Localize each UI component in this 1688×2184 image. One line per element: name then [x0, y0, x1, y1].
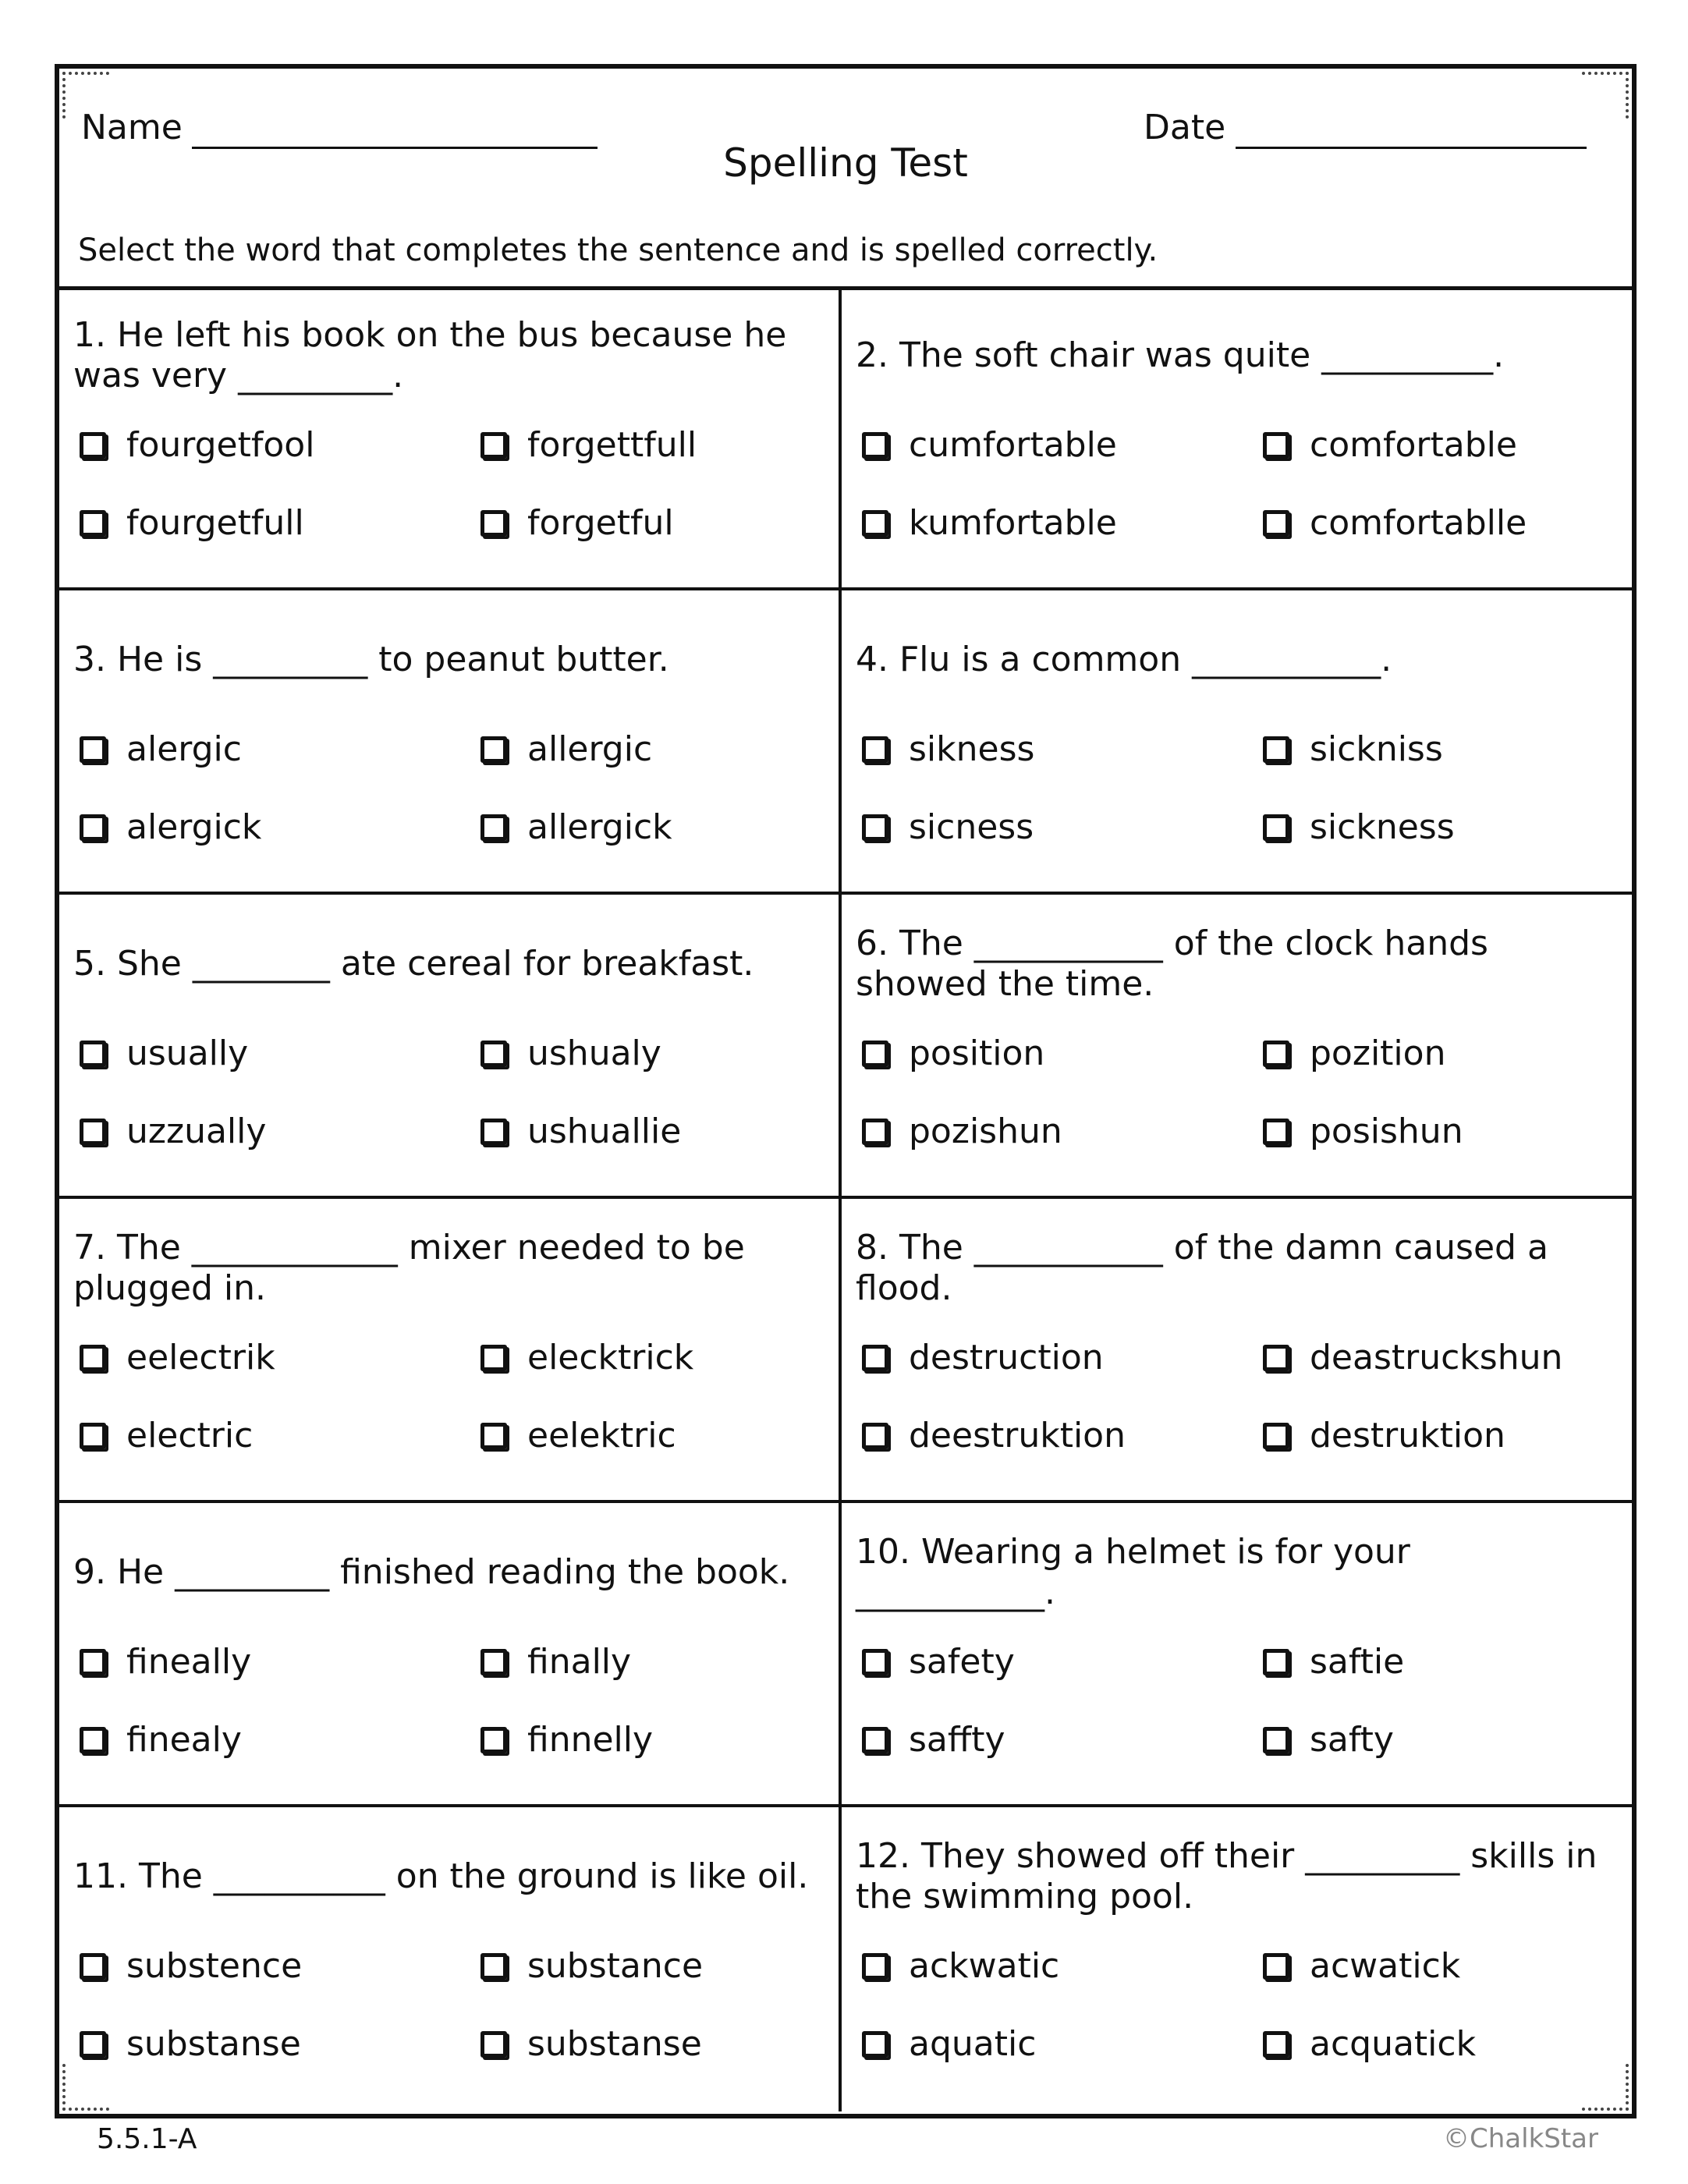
option-label: safety [909, 1642, 1015, 1682]
checkbox[interactable] [481, 1041, 507, 1067]
question-cell [842, 1199, 1632, 1500]
answer-option[interactable] [862, 1034, 1044, 1073]
question-cell [59, 895, 842, 1196]
answer-option[interactable] [1263, 807, 1455, 847]
checkbox[interactable] [481, 736, 507, 763]
option-label: allergick [527, 807, 672, 847]
checkbox[interactable] [80, 510, 106, 537]
question-cell [842, 1503, 1632, 1804]
checkbox[interactable] [481, 1953, 507, 1980]
answer-option[interactable] [80, 425, 314, 465]
checkbox[interactable] [80, 432, 106, 459]
option-label: comfortablle [1310, 503, 1527, 543]
checkbox[interactable] [1263, 1345, 1289, 1371]
checkbox[interactable] [481, 432, 507, 459]
option-label: elecktrick [527, 1338, 694, 1377]
answer-option[interactable] [862, 1642, 1015, 1682]
answer-option[interactable] [481, 1946, 703, 1986]
checkbox[interactable] [80, 1345, 106, 1371]
checkbox[interactable] [1263, 1041, 1289, 1067]
question-cell [842, 286, 1632, 587]
question-text: 2. The soft chair was quite __________. [856, 335, 1505, 375]
worksheet-header [59, 69, 1632, 290]
answer-option[interactable] [481, 729, 652, 769]
checkbox[interactable] [862, 1345, 888, 1371]
checkbox[interactable] [1263, 510, 1289, 537]
checkbox[interactable] [80, 1727, 106, 1753]
question-row [59, 1199, 1632, 1503]
question-text: 5. She ________ ate cereal for breakfast. [73, 944, 754, 984]
option-label: substanse [126, 2024, 301, 2064]
option-label: destruction [909, 1338, 1104, 1377]
question-text: 1. He left his book on the bus because he was very _________. [73, 315, 787, 395]
checkbox[interactable] [80, 1649, 106, 1675]
option-label: usually [126, 1034, 249, 1073]
answer-option[interactable] [80, 1338, 275, 1377]
question-text: 11. The __________ on the ground is like oil. [73, 1856, 809, 1896]
answer-option[interactable] [481, 425, 697, 465]
answer-option[interactable] [1263, 1338, 1562, 1377]
option-label: destruktion [1310, 1416, 1505, 1455]
question-text: 9. He _________ finished reading the book. [73, 1552, 790, 1592]
answer-option[interactable] [862, 1946, 1059, 1986]
option-label: ushualy [527, 1034, 661, 1073]
checkbox[interactable] [862, 432, 888, 459]
answer-option[interactable] [481, 1112, 681, 1151]
answer-option[interactable] [481, 1642, 631, 1682]
question-row [59, 286, 1632, 590]
worksheet [55, 64, 1637, 2118]
date-field[interactable] [1236, 147, 1587, 149]
answer-option[interactable] [80, 1112, 266, 1151]
checkbox[interactable] [481, 2031, 507, 2058]
checkbox[interactable] [862, 1423, 888, 1449]
question-text: 6. The ___________ of the clock hands showed the time. [856, 924, 1488, 1004]
option-label: substanse [527, 2024, 702, 2064]
option-label: finally [527, 1642, 632, 1682]
answer-option[interactable] [80, 2024, 301, 2064]
checkbox[interactable] [481, 1649, 507, 1675]
option-label: forgetful [527, 503, 674, 543]
checkbox[interactable] [1263, 432, 1289, 459]
option-label: position [909, 1034, 1045, 1073]
question-cell [842, 895, 1632, 1196]
option-label: forgettfull [527, 425, 697, 465]
option-label: cumfortable [909, 425, 1117, 465]
option-label: ackwatic [909, 1946, 1060, 1986]
answer-option[interactable] [1263, 503, 1527, 543]
answer-option[interactable] [1263, 1642, 1404, 1682]
checkbox[interactable] [862, 814, 888, 841]
answer-option[interactable] [80, 1720, 242, 1760]
option-label: ushuallie [527, 1112, 682, 1151]
checkbox[interactable] [1263, 814, 1289, 841]
question-text: 7. The ____________ mixer needed to be plugged in. [73, 1228, 745, 1308]
option-label: acwatick [1310, 1946, 1461, 1986]
option-label: acquatick [1310, 2024, 1477, 2064]
checkbox[interactable] [862, 1119, 888, 1145]
question-row [59, 1807, 1632, 2111]
option-label: substence [126, 1946, 303, 1986]
checkbox[interactable] [862, 736, 888, 763]
checkbox[interactable] [862, 510, 888, 537]
question-cell [59, 590, 842, 892]
option-label: pozishun [909, 1112, 1062, 1151]
answer-option[interactable] [862, 1338, 1104, 1377]
question-text: 3. He is _________ to peanut butter. [73, 640, 669, 679]
option-label: sickness [1310, 807, 1455, 847]
checkbox[interactable] [862, 1727, 888, 1753]
option-label: alergic [126, 729, 242, 769]
answer-option[interactable] [80, 1034, 248, 1073]
option-label: saffty [909, 1720, 1005, 1760]
option-label: saftie [1310, 1642, 1405, 1682]
answer-option[interactable] [481, 1416, 676, 1455]
question-row [59, 590, 1632, 895]
question-text: 4. Flu is a common ___________. [856, 640, 1392, 679]
checkbox[interactable] [80, 2031, 106, 2058]
answer-option[interactable] [1263, 425, 1517, 465]
answer-option[interactable] [481, 1338, 693, 1377]
answer-option[interactable] [481, 503, 674, 543]
option-label: sickniss [1310, 729, 1443, 769]
checkbox[interactable] [862, 1041, 888, 1067]
copyright: ©ChalkStar [1443, 2123, 1598, 2154]
checkbox[interactable] [80, 1953, 106, 1980]
option-label: fineally [126, 1642, 252, 1682]
answer-option[interactable] [80, 503, 304, 543]
option-label: finnelly [527, 1720, 654, 1760]
question-text: 10. Wearing a helmet is for your ___________. [856, 1532, 1410, 1612]
checkbox[interactable] [1263, 1423, 1289, 1449]
question-cell [59, 1807, 842, 2111]
question-cell [842, 1807, 1632, 2111]
checkbox[interactable] [1263, 1649, 1289, 1675]
answer-option[interactable] [862, 729, 1034, 769]
question-row [59, 895, 1632, 1199]
question-cell [842, 590, 1632, 892]
option-label: allergic [527, 729, 653, 769]
checkbox[interactable] [1263, 2031, 1289, 2058]
answer-option[interactable] [80, 1416, 253, 1455]
answer-option[interactable] [481, 807, 672, 847]
option-label: posishun [1310, 1112, 1463, 1151]
page-title: Spelling Test [723, 140, 968, 186]
instructions: Select the word that completes the sentence and is spelled correctly. [78, 232, 1158, 268]
answer-option[interactable] [862, 1112, 1062, 1151]
option-label: aquatic [909, 2024, 1037, 2064]
question-text: 12. They showed off their _________ skills in the swimming pool. [856, 1836, 1598, 1916]
option-label: safty [1310, 1720, 1394, 1760]
answer-option[interactable] [862, 1416, 1126, 1455]
checkbox[interactable] [80, 1041, 106, 1067]
option-label: kumfortable [909, 503, 1117, 543]
checkbox[interactable] [1263, 1727, 1289, 1753]
option-label: deastruckshun [1310, 1338, 1563, 1377]
answer-option[interactable] [862, 2024, 1036, 2064]
option-label: pozition [1310, 1034, 1446, 1073]
checkbox[interactable] [862, 2031, 888, 2058]
answer-option[interactable] [481, 2024, 702, 2064]
option-label: deestruktion [909, 1416, 1126, 1455]
answer-option[interactable] [1263, 1034, 1445, 1073]
answer-option[interactable] [80, 1642, 251, 1682]
checkbox[interactable] [481, 510, 507, 537]
answer-option[interactable] [862, 1720, 1005, 1760]
option-label: sikness [909, 729, 1035, 769]
checkbox[interactable] [481, 1119, 507, 1145]
question-cell [59, 1199, 842, 1500]
answer-option[interactable] [862, 503, 1117, 543]
option-label: eelectrik [126, 1338, 275, 1377]
option-label: electric [126, 1416, 254, 1455]
name-label: Name [81, 108, 183, 147]
option-label: eelektric [527, 1416, 676, 1455]
checkbox[interactable] [862, 1953, 888, 1980]
answer-option[interactable] [80, 1946, 302, 1986]
question-row [59, 1503, 1632, 1807]
option-label: substance [527, 1946, 704, 1986]
checkbox[interactable] [862, 1649, 888, 1675]
question-cell [59, 286, 842, 587]
checkbox[interactable] [80, 814, 106, 841]
answer-option[interactable] [80, 807, 261, 847]
answer-option[interactable] [481, 1720, 653, 1760]
checkbox[interactable] [80, 1423, 106, 1449]
worksheet-code: 5.5.1-A [97, 2123, 197, 2155]
question-cell [59, 1503, 842, 1804]
checkbox[interactable] [481, 1345, 507, 1371]
checkbox[interactable] [1263, 1953, 1289, 1980]
option-label: uzzually [126, 1112, 267, 1151]
answer-option[interactable] [862, 807, 1034, 847]
checkbox[interactable] [481, 1423, 507, 1449]
answer-option[interactable] [80, 729, 242, 769]
checkbox[interactable] [1263, 736, 1289, 763]
answer-option[interactable] [1263, 1720, 1394, 1760]
answer-option[interactable] [1263, 1416, 1505, 1455]
answer-option[interactable] [1263, 729, 1443, 769]
checkbox[interactable] [80, 1119, 106, 1145]
option-label: comfortable [1310, 425, 1517, 465]
answer-option[interactable] [862, 425, 1117, 465]
checkbox[interactable] [80, 736, 106, 763]
answer-option[interactable] [481, 1034, 661, 1073]
option-label: fourgetfool [126, 425, 315, 465]
option-label: fourgetfull [126, 503, 304, 543]
checkbox[interactable] [481, 1727, 507, 1753]
option-label: finealy [126, 1720, 242, 1760]
answer-option[interactable] [1263, 1946, 1460, 1986]
checkbox[interactable] [481, 814, 507, 841]
question-text: 8. The ___________ of the damn caused a flood. [856, 1228, 1548, 1308]
answer-option[interactable] [1263, 2024, 1476, 2064]
date-label: Date [1144, 108, 1226, 147]
checkbox[interactable] [1263, 1119, 1289, 1145]
option-label: sicness [909, 807, 1034, 847]
option-label: alergick [126, 807, 262, 847]
answer-option[interactable] [1263, 1112, 1463, 1151]
